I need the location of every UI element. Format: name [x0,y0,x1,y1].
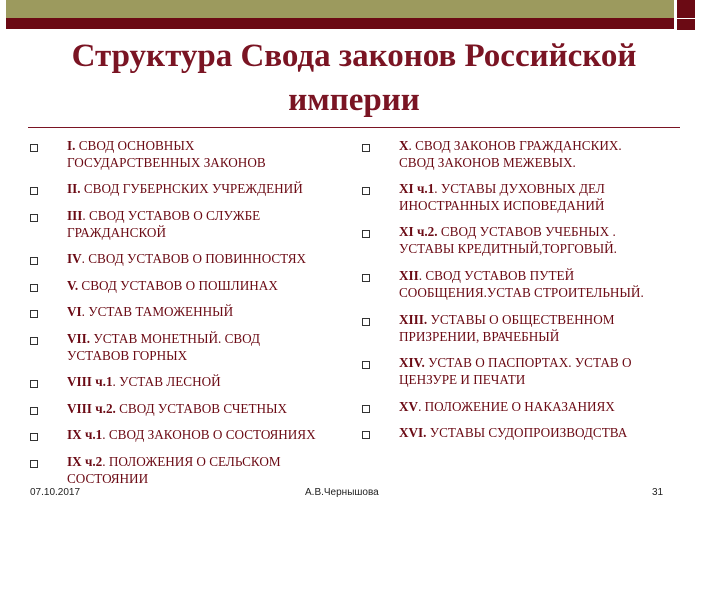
header-dark-bar [6,18,674,29]
list-item [28,330,348,364]
list-item [360,223,680,257]
list-item-text: XI ч.1. УСТАВЫ ДУХОВНЫХ ДЕЛ ИНОСТРАННЫХ ИСПОВЕДАНИЙ [399,181,605,213]
list-item-text: XV. ПОЛОЖЕНИЕ О НАКАЗАНИЯХ [399,399,615,414]
list-item-text: I. СВОД ОСНОВНЫХ ГОСУДАРСТВЕННЫХ ЗАКОНОВ [67,138,266,170]
square-bullet-icon [362,405,370,413]
list-item [360,267,680,301]
list-item-text: IV. СВОД УСТАВОВ О ПОВИННОСТЯХ [67,251,307,266]
square-bullet-icon [362,230,370,238]
list-item-text: X. СВОД ЗАКОНОВ ГРАЖДАНСКИХ. СВОД ЗАКОНОВ МЕЖЕВЫХ. [399,138,622,170]
list-item [360,137,680,171]
list-item-text: IX ч.2. ПОЛОЖЕНИЯ О СЕЛЬСКОМ СОСТОЯНИИ [67,454,281,486]
square-bullet-icon [362,361,370,369]
square-bullet-icon [362,318,370,326]
square-bullet-icon [362,431,370,439]
list-item [28,303,348,320]
header-olive-bar [6,0,674,18]
list-item-text: XIV. УСТАВ О ПАСПОРТАХ. УСТАВ О ЦЕНЗУРЕ И ПЕЧАТИ [399,355,632,387]
square-bullet-icon [30,337,38,345]
square-bullet-icon [30,284,38,292]
list-item-text: IX ч.1. СВОД ЗАКОНОВ О СОСТОЯНИЯХ [67,427,316,442]
square-bullet-icon [362,187,370,195]
list-item-text: XII. СВОД УСТАВОВ ПУТЕЙ СООБЩЕНИЯ.УСТАВ СТРОИТЕЛЬНЫЙ. [399,268,644,300]
list-item [28,250,348,267]
header-corner-square [677,0,695,18]
slide-title: Структура Свода законов Российской империи [71,38,637,118]
square-bullet-icon [30,214,38,222]
list-item [360,180,680,214]
list-item [28,373,348,390]
footer-author: А.В.Чернышова [305,487,379,498]
square-bullet-icon [30,144,38,152]
list-item-text: VIII ч.2. СВОД УСТАВОВ СЧЕТНЫХ [67,401,288,416]
square-bullet-icon [30,407,38,415]
square-bullet-icon [30,187,38,195]
list-item [28,277,348,294]
list-item-text: VII. УСТАВ МОНЕТНЫЙ. СВОД УСТАВОВ ГОРНЫХ [67,331,261,363]
list-item-text: V. СВОД УСТАВОВ О ПОШЛИНАХ [67,278,278,293]
list-item [28,180,348,197]
square-bullet-icon [362,144,370,152]
list-item [28,207,348,241]
list-item [360,424,680,441]
footer-date: 07.10.2017 [30,487,81,498]
square-bullet-icon [30,380,38,388]
list-item [28,400,348,417]
list-item [28,137,348,171]
list-item [360,354,680,388]
list-item [360,398,680,415]
list-item [360,311,680,345]
list-item-text: II. СВОД ГУБЕРНСКИХ УЧРЕЖДЕНИЙ [67,181,303,196]
title-divider [28,127,680,128]
header-corner-square-lower [677,18,695,30]
list-item [28,426,348,443]
list-item-text: VI. УСТАВ ТАМОЖЕННЫЙ [67,304,234,319]
square-bullet-icon [30,460,38,468]
list-item-text: III. СВОД УСТАВОВ О СЛУЖБЕ ГРАЖДАНСКОЙ [67,208,261,240]
square-bullet-icon [30,257,38,265]
square-bullet-icon [362,274,370,282]
list-item-text: XVI. УСТАВЫ СУДОПРОИЗВОДСТВА [399,425,628,440]
square-bullet-icon [30,433,38,441]
square-bullet-icon [30,310,38,318]
footer-page-number: 31 [652,487,664,498]
list-item-text: VIII ч.1. УСТАВ ЛЕСНОЙ [67,374,221,389]
list-item [28,453,348,487]
list-item-text: XI ч.2. СВОД УСТАВОВ УЧЕБНЫХ . УСТАВЫ КРЕДИТНЫЙ,ТОРГОВЫЙ. [399,224,617,256]
list-item-text: XIII. УСТАВЫ О ОБЩЕСТВЕННОМ ПРИЗРЕНИИ, ВРАЧЕБНЫЙ [399,312,615,344]
